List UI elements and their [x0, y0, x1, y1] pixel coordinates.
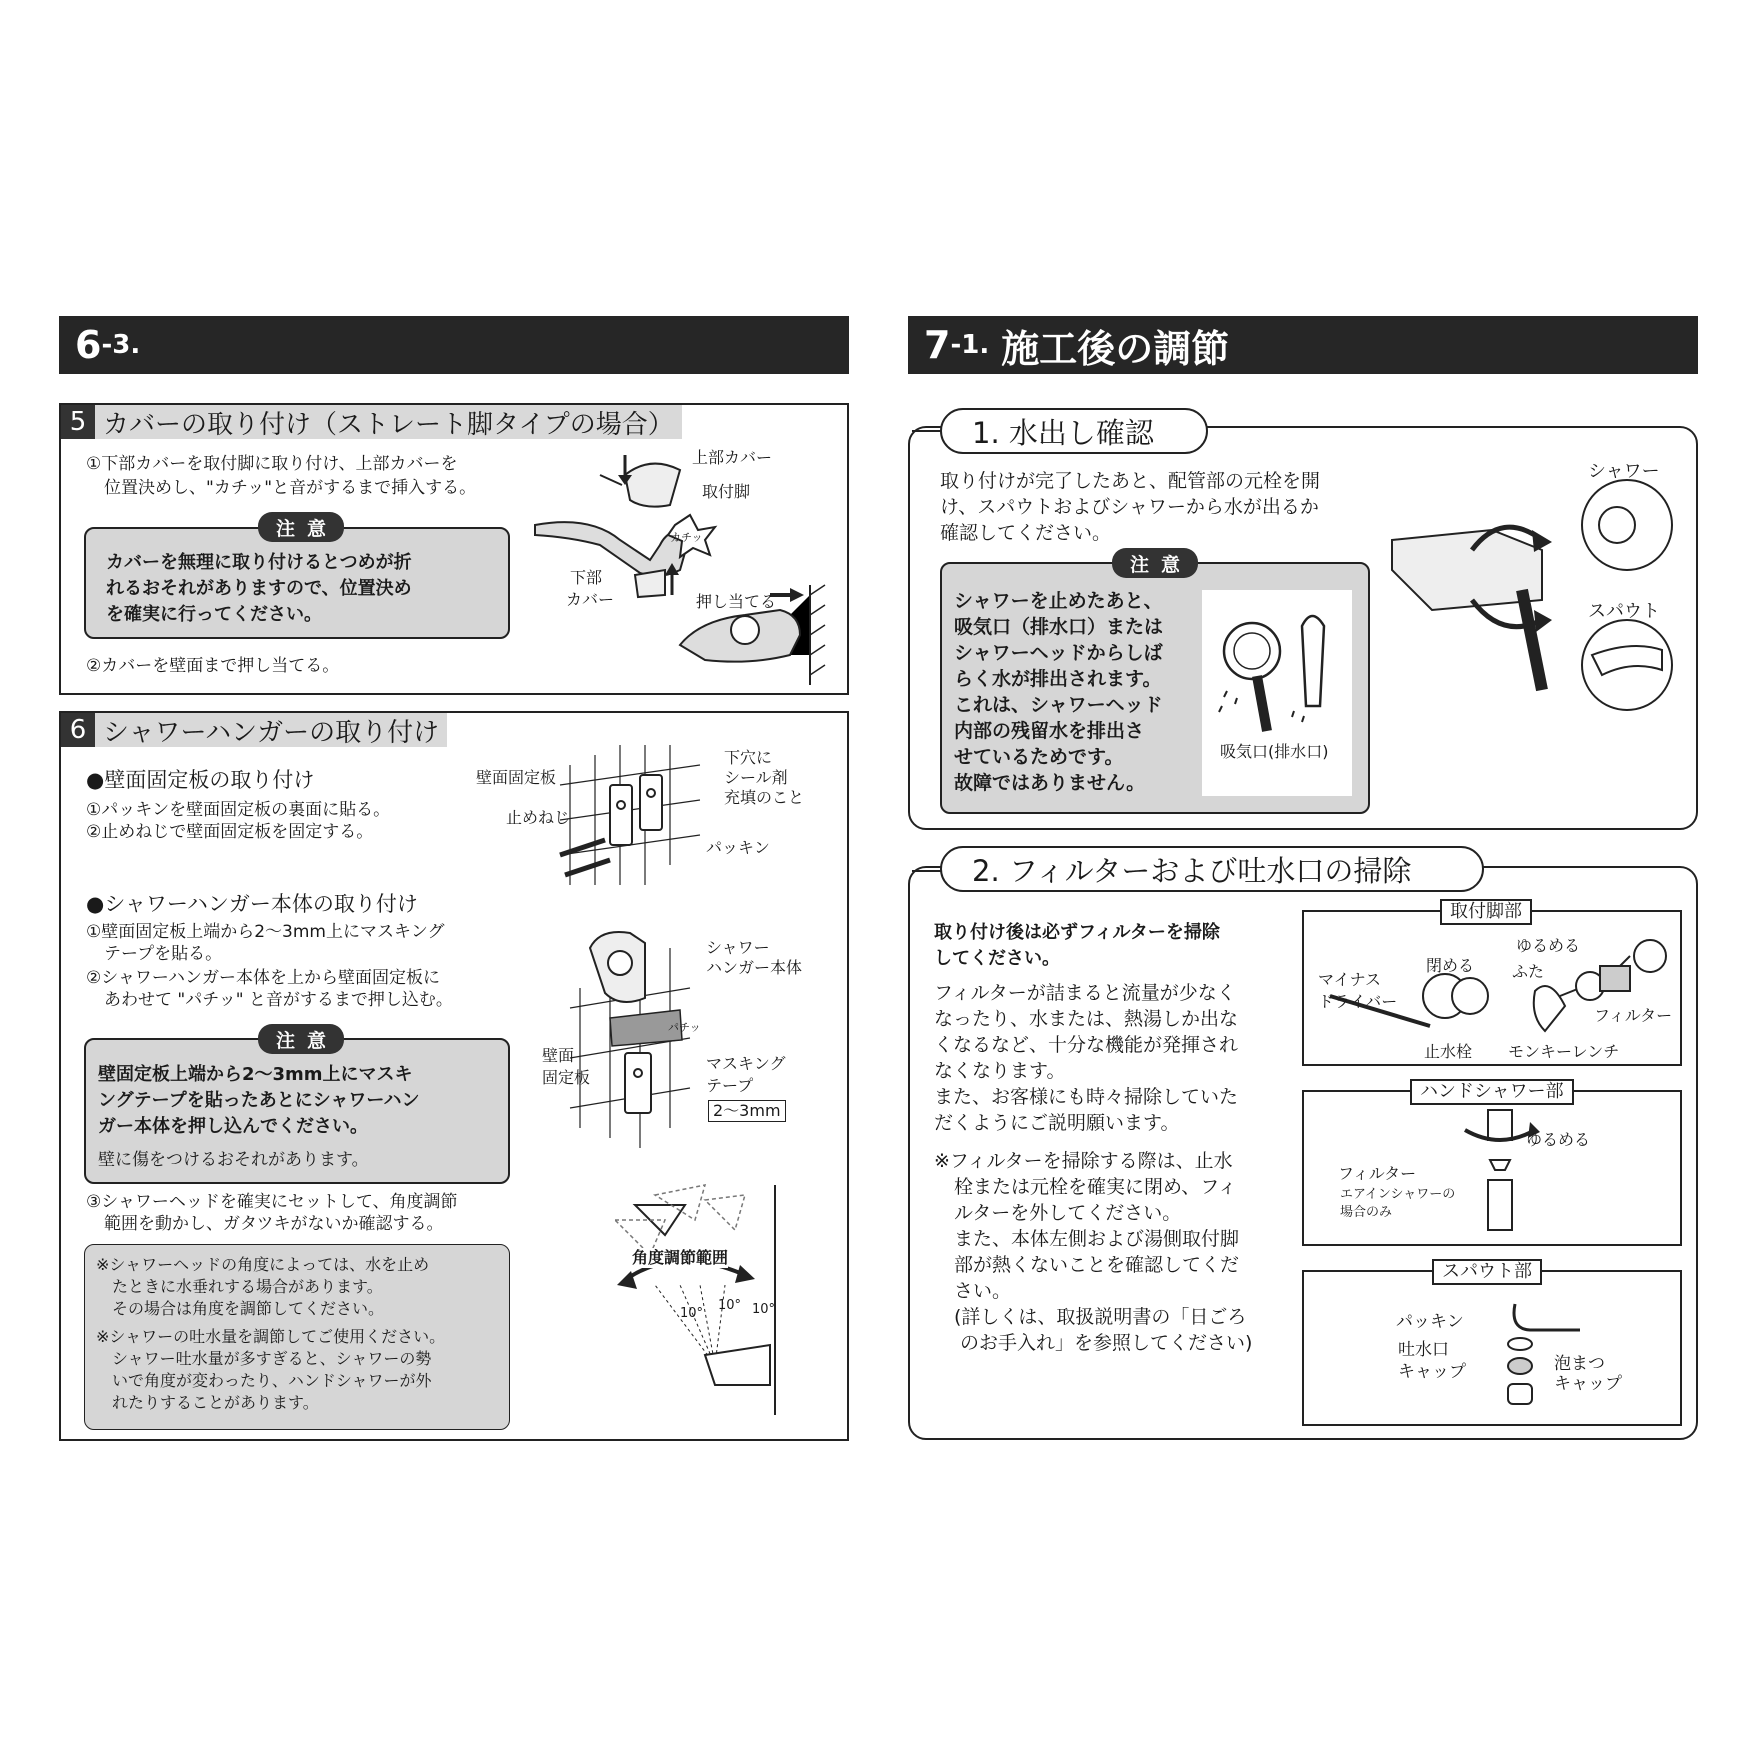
label-outlet-cap-1: 吐水口	[1398, 1340, 1449, 1360]
label-angle-range: 角度調節範囲	[632, 1248, 729, 1267]
left-section-subnumber: -3.	[101, 330, 141, 360]
right-section-number: 7	[924, 323, 951, 367]
water-check-tab-line	[912, 430, 942, 432]
hand-shower-box-label: ハンドシャワー部	[1410, 1079, 1574, 1105]
label-gap: 2～3mm	[708, 1100, 786, 1122]
filter-clean-p2: なったり、水または、熱湯しか出な	[934, 1008, 1239, 1030]
right-section-title: 施工後の調節	[1001, 326, 1230, 371]
label-pilot-hole-1: 下穴に	[724, 748, 773, 767]
label-spout: スパウト	[1588, 601, 1660, 622]
label-loosen-1: ゆるめる	[1516, 936, 1581, 955]
step6-b2: テープを貼る。	[104, 944, 223, 964]
step5-caution-line2: れるおそれがありますので、位置決め	[106, 578, 412, 599]
label-masking-2: テープ	[706, 1076, 754, 1095]
step6-note4: ※シャワーの吐水量を調節してご使用ください。	[96, 1327, 446, 1346]
filter-clean-n1: ※フィルターを掃除する際は、止水	[934, 1150, 1233, 1172]
step5-line3: ②カバーを壁面まで押し当てる。	[86, 656, 340, 676]
step5-caution-line3: を確実に行ってください。	[106, 604, 322, 625]
filter-clean-tab: 2. フィルターおよび吐水口の掃除	[940, 846, 1484, 892]
water-check-p3: 確認してください。	[940, 522, 1112, 544]
label-outlet-cap-2: キャップ	[1398, 1362, 1466, 1382]
water-check-caution-1: シャワーを止めたあと、	[954, 590, 1163, 612]
mount-leg-illustration	[1310, 936, 1673, 1046]
step6-heading-hanger: ●シャワーハンガー本体の取り付け	[86, 892, 418, 916]
label-lower-cover-1: 下部	[570, 568, 603, 587]
label-filter-2: フィルター	[1338, 1164, 1417, 1183]
label-lid: ふた	[1512, 962, 1545, 981]
label-minus-driver-1: マイナス	[1318, 970, 1382, 989]
step5-title: カバーの取り付け（ストレート脚タイプの場合）	[103, 409, 674, 440]
label-push-against: 押し当てる	[696, 592, 777, 611]
label-fixing-screw: 止めねじ	[506, 808, 571, 827]
step6-note7: れたりすることがあります。	[112, 1393, 319, 1412]
step6-caution-label: 注意	[258, 1024, 344, 1054]
label-wall-plate: 壁面固定板	[476, 768, 557, 787]
step5-caution-line1: カバーを無理に取り付けるとつめが折	[106, 552, 412, 573]
label-angle-deg-2: 10°	[718, 1298, 742, 1313]
step6-caution-line2: ングテープを貼ったあとにシャワーハン	[98, 1090, 420, 1111]
label-foam-cap-1: 泡まつ	[1554, 1354, 1605, 1374]
label-air-in-note-2: 場合のみ	[1340, 1205, 1393, 1220]
label-wall-plate-2b: 固定板	[542, 1068, 591, 1087]
label-packing-2: パッキン	[1396, 1312, 1464, 1332]
left-section-header	[59, 316, 849, 374]
label-lower-cover-2: カバー	[566, 590, 615, 609]
water-check-caution-2: 吸気口（排水口）または	[954, 616, 1164, 638]
filter-clean-p4: なくなります。	[934, 1060, 1066, 1082]
label-mounting-leg: 取付脚	[702, 482, 751, 501]
step6-c1: ③シャワーヘッドを確実にセットして、角度調節	[86, 1192, 458, 1212]
filter-clean-n4: また、本体左側および湯側取付脚	[954, 1228, 1240, 1250]
cover-install-illustration	[530, 445, 840, 685]
label-filter-1: フィルター	[1594, 1006, 1673, 1025]
filter-clean-n7: (詳しくは、取扱説明書の「日ごろ	[954, 1306, 1247, 1328]
step6-note3: その場合は角度を調節してください。	[112, 1299, 385, 1318]
filter-clean-n8: のお手入れ」を参照してください)	[960, 1332, 1253, 1354]
label-close: 閉める	[1426, 956, 1475, 975]
wall-plate-illustration	[560, 745, 710, 895]
step5-caution-label: 注意	[258, 512, 344, 542]
water-check-caution-4: らく水が排出されます。	[954, 668, 1162, 690]
label-upper-cover: 上部カバー	[692, 448, 773, 467]
label-air-in-note-1: エアインシャワーの	[1340, 1187, 1456, 1202]
water-check-caution-6: 内部の残留水を排出さ	[954, 720, 1145, 742]
filter-clean-p1: フィルターが詰まると流量が少なく	[934, 982, 1236, 1004]
label-angle-deg-3: 10°	[752, 1302, 776, 1317]
water-check-caution-3: シャワーヘッドからしば	[954, 642, 1163, 664]
filter-clean-p3: くなるなど、十分な機能が発揮され	[934, 1034, 1239, 1056]
water-check-p1: 取り付けが完了したあと、配管部の元栓を開	[940, 470, 1321, 492]
filter-clean-b2: してください。	[934, 948, 1060, 969]
filter-clean-p5: また、お客様にも時々掃除していた	[934, 1086, 1239, 1108]
step5-line2: 位置決めし、"カチッ"と音がするまで挿入する。	[104, 478, 477, 498]
shower-hanger-illustration	[570, 928, 710, 1148]
step6-heading-wall-plate: ●壁面固定板の取り付け	[86, 768, 315, 792]
faucet-illustration	[1392, 470, 1692, 720]
water-check-p2: け、スパウトおよびシャワーから水が出るか	[940, 496, 1319, 518]
right-section-subnumber: -1.	[950, 330, 990, 360]
label-packing: パッキン	[706, 838, 770, 857]
filter-clean-n2: 栓または元栓を確実に閉め、フィ	[954, 1176, 1237, 1198]
filter-clean-tab-line	[912, 870, 942, 872]
label-masking-1: マスキング	[706, 1054, 786, 1073]
water-check-caution-label: 注意	[1112, 548, 1198, 578]
label-pilot-hole-2: シール剤	[724, 768, 788, 787]
step6-note2: たときに水垂れする場合があります。	[112, 1277, 383, 1296]
label-hanger-1: シャワー	[706, 938, 770, 957]
right-section-header	[908, 316, 1698, 374]
filter-clean-p6: だくようにご説明願います。	[934, 1112, 1180, 1134]
step6-caution-line3: ガー本体を押し込んでください。	[98, 1116, 368, 1137]
step6-b1: ①壁面固定板上端から2～3mm上にマスキング	[86, 922, 445, 942]
step6-number: 6	[61, 713, 95, 747]
step5-line1: ①下部カバーを取付脚に取り付け、上部カバーを	[86, 454, 458, 474]
label-hanger-click: パチッ	[668, 1021, 701, 1034]
mount-leg-box-label: 取付脚部	[1440, 899, 1532, 925]
water-check-caution-7: せているためです。	[954, 746, 1124, 768]
label-angle-deg-1: 10°	[680, 1306, 704, 1321]
step5-header	[61, 405, 682, 439]
step6-title: シャワーハンガーの取り付け	[103, 717, 440, 748]
step6-note1: ※シャワーヘッドの角度によっては、水を止め	[96, 1255, 430, 1274]
spout-box-label: スパウト部	[1432, 1259, 1542, 1285]
step6-note6: いで角度が変わったり、ハンドシャワーが外	[112, 1371, 432, 1390]
shower-head-illustration	[1212, 606, 1342, 736]
step6-a1: ①パッキンを壁面固定板の裏面に貼る。	[86, 800, 391, 820]
label-hanger-2: ハンガー本体	[706, 958, 803, 977]
step6-b4: あわせて "パチッ" と音がするまで押し込む。	[104, 990, 453, 1010]
step6-caution-line1: 壁固定板上端から2～3mm上にマスキ	[98, 1064, 413, 1085]
filter-clean-n5: 部が熱くないことを確認してくだ	[954, 1254, 1240, 1276]
step6-a2: ②止めねじで壁面固定板を固定する。	[86, 822, 374, 842]
label-pilot-hole-3: 充填のこと	[724, 788, 805, 807]
label-shower: シャワー	[1588, 461, 1660, 482]
step6-caution-line4: 壁に傷をつけるおそれがあります。	[98, 1150, 369, 1170]
filter-clean-n3: ルターを外してください。	[954, 1202, 1182, 1224]
water-check-caution-8: 故障ではありません。	[954, 772, 1146, 794]
label-intake: 吸気口(排水口)	[1220, 742, 1329, 761]
label-wall-plate-2a: 壁面	[542, 1046, 575, 1065]
water-check-tab: 1. 水出し確認	[940, 408, 1208, 454]
label-wrench: モンキーレンチ	[1508, 1042, 1620, 1061]
step6-c2: 範囲を動かし、ガタツキがないか確認する。	[104, 1214, 444, 1234]
label-click-sound: カチッ	[670, 531, 703, 544]
label-foam-cap-2: キャップ	[1554, 1374, 1622, 1394]
label-loosen-2: ゆるめる	[1526, 1130, 1591, 1149]
water-check-caution-5: これは、シャワーヘッド	[954, 694, 1163, 716]
step5-number: 5	[61, 405, 95, 439]
label-minus-driver-2: ドライバー	[1318, 992, 1398, 1011]
step6-note5: シャワー吐水量が多すぎると、シャワーの勢	[112, 1349, 432, 1368]
step6-header	[61, 713, 447, 747]
filter-clean-b1: 取り付け後は必ずフィルターを掃除	[934, 922, 1220, 943]
step6-b3: ②シャワーハンガー本体を上から壁面固定板に	[86, 968, 441, 988]
filter-clean-n6: さい。	[954, 1280, 1012, 1302]
label-stop-valve: 止水栓	[1424, 1042, 1473, 1061]
left-section-number: 6	[75, 323, 102, 367]
